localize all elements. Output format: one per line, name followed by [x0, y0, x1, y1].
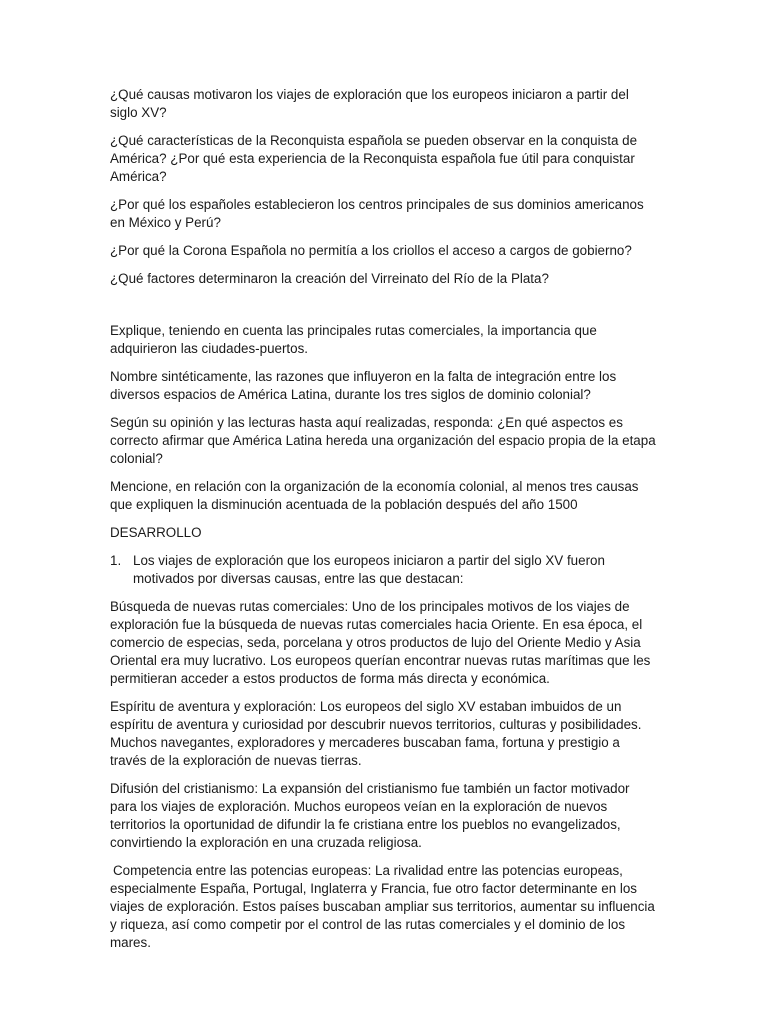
document-page: [110, 86, 660, 962]
answer-list-item: [110, 552, 660, 588]
list-number: 1.: [110, 553, 122, 568]
cause-trade-routes: Búsqueda de nuevas rutas comerciales: Uno de los principales motivos de los viajes de exploración fue la búsqueda de nuevas rutas comerciales hacia Oriente. En esa época, el comercio de especias, seda, porcelana y otros productos de lujo del Oriente Medio y Asia Oriental era muy lucrativo. Los europeos querían encontrar nuevas rutas marítimas que les permitieran acceder a estos productos de forma más directa y económica.: [110, 599, 651, 686]
prompt-2: Nombre sintéticamente, las razones que influyeron en la falta de integración entre los diversos espacios de América Latina, durante los tres siglos de dominio colonial?: [110, 369, 617, 402]
cause-competition: Competencia entre las potencias europeas: La rivalidad entre las potencias europeas, especialmente España, Portugal, Inglaterra y Francia, fue otro factor determinante en los viajes de exploración. Estos países buscaban ampliar sus territorios, aumentar su influencia y riqueza, así como competir por el control de las rutas comerciales y el dominio de los mares.: [110, 863, 655, 950]
question-2: ¿Qué características de la Reconquista española se pueden observar en la conquista de América? ¿Por qué esta experiencia de la Reconquista española fue útil para conquistar América?: [110, 133, 638, 184]
cause-adventure: Espíritu de aventura y exploración: Los europeos del siglo XV estaban imbuidos de un espíritu de aventura y curiosidad por descubrir nuevos territorios, culturas y posibilidades. Muchos navegantes, exploradores y mercaderes buscaban fama, fortuna y prestigio a través de la exploración de nuevas tierras.: [110, 699, 642, 768]
cause-christianity: Difusión del cristianismo: La expansión del cristianismo fue también un factor motivador para los viajes de exploración. Muchos europeos veían en la exploración de nuevos territorios la oportunidad de difundir la fe cristiana entre los pueblos no evangelizados, convirtiendo la exploración en una cruzada religiosa.: [110, 781, 630, 850]
question-4: ¿Por qué la Corona Española no permitía a los criollos el acceso a cargos de gobierno?: [110, 243, 632, 258]
prompt-3: Según su opinión y las lecturas hasta aquí realizadas, responda: ¿En qué aspectos es correcto afirmar que América Latina hereda una organización del espacio propia de la etapa colonial?: [110, 415, 656, 466]
blank-line: [110, 298, 660, 322]
prompt-4: Mencione, en relación con la organización de la economía colonial, al menos tres causas que expliquen la disminución acentuada de la población después del año 1500: [110, 479, 639, 512]
section-heading: DESARROLLO: [110, 525, 202, 540]
question-3: ¿Por qué los españoles establecieron los centros principales de sus dominios americanos en México y Perú?: [110, 197, 644, 230]
prompt-1: Explique, teniendo en cuenta las principales rutas comerciales, la importancia que adquirieron las ciudades-puertos.: [110, 323, 597, 356]
list-text: Los viajes de exploración que los europeos iniciaron a partir del siglo XV fueron motivados por diversas causas, entre las que destacan:: [133, 553, 605, 586]
question-1: ¿Qué causas motivaron los viajes de exploración que los europeos iniciaron a partir del siglo XV?: [110, 87, 629, 120]
question-5: ¿Qué factores determinaron la creación del Virreinato del Río de la Plata?: [110, 271, 549, 286]
